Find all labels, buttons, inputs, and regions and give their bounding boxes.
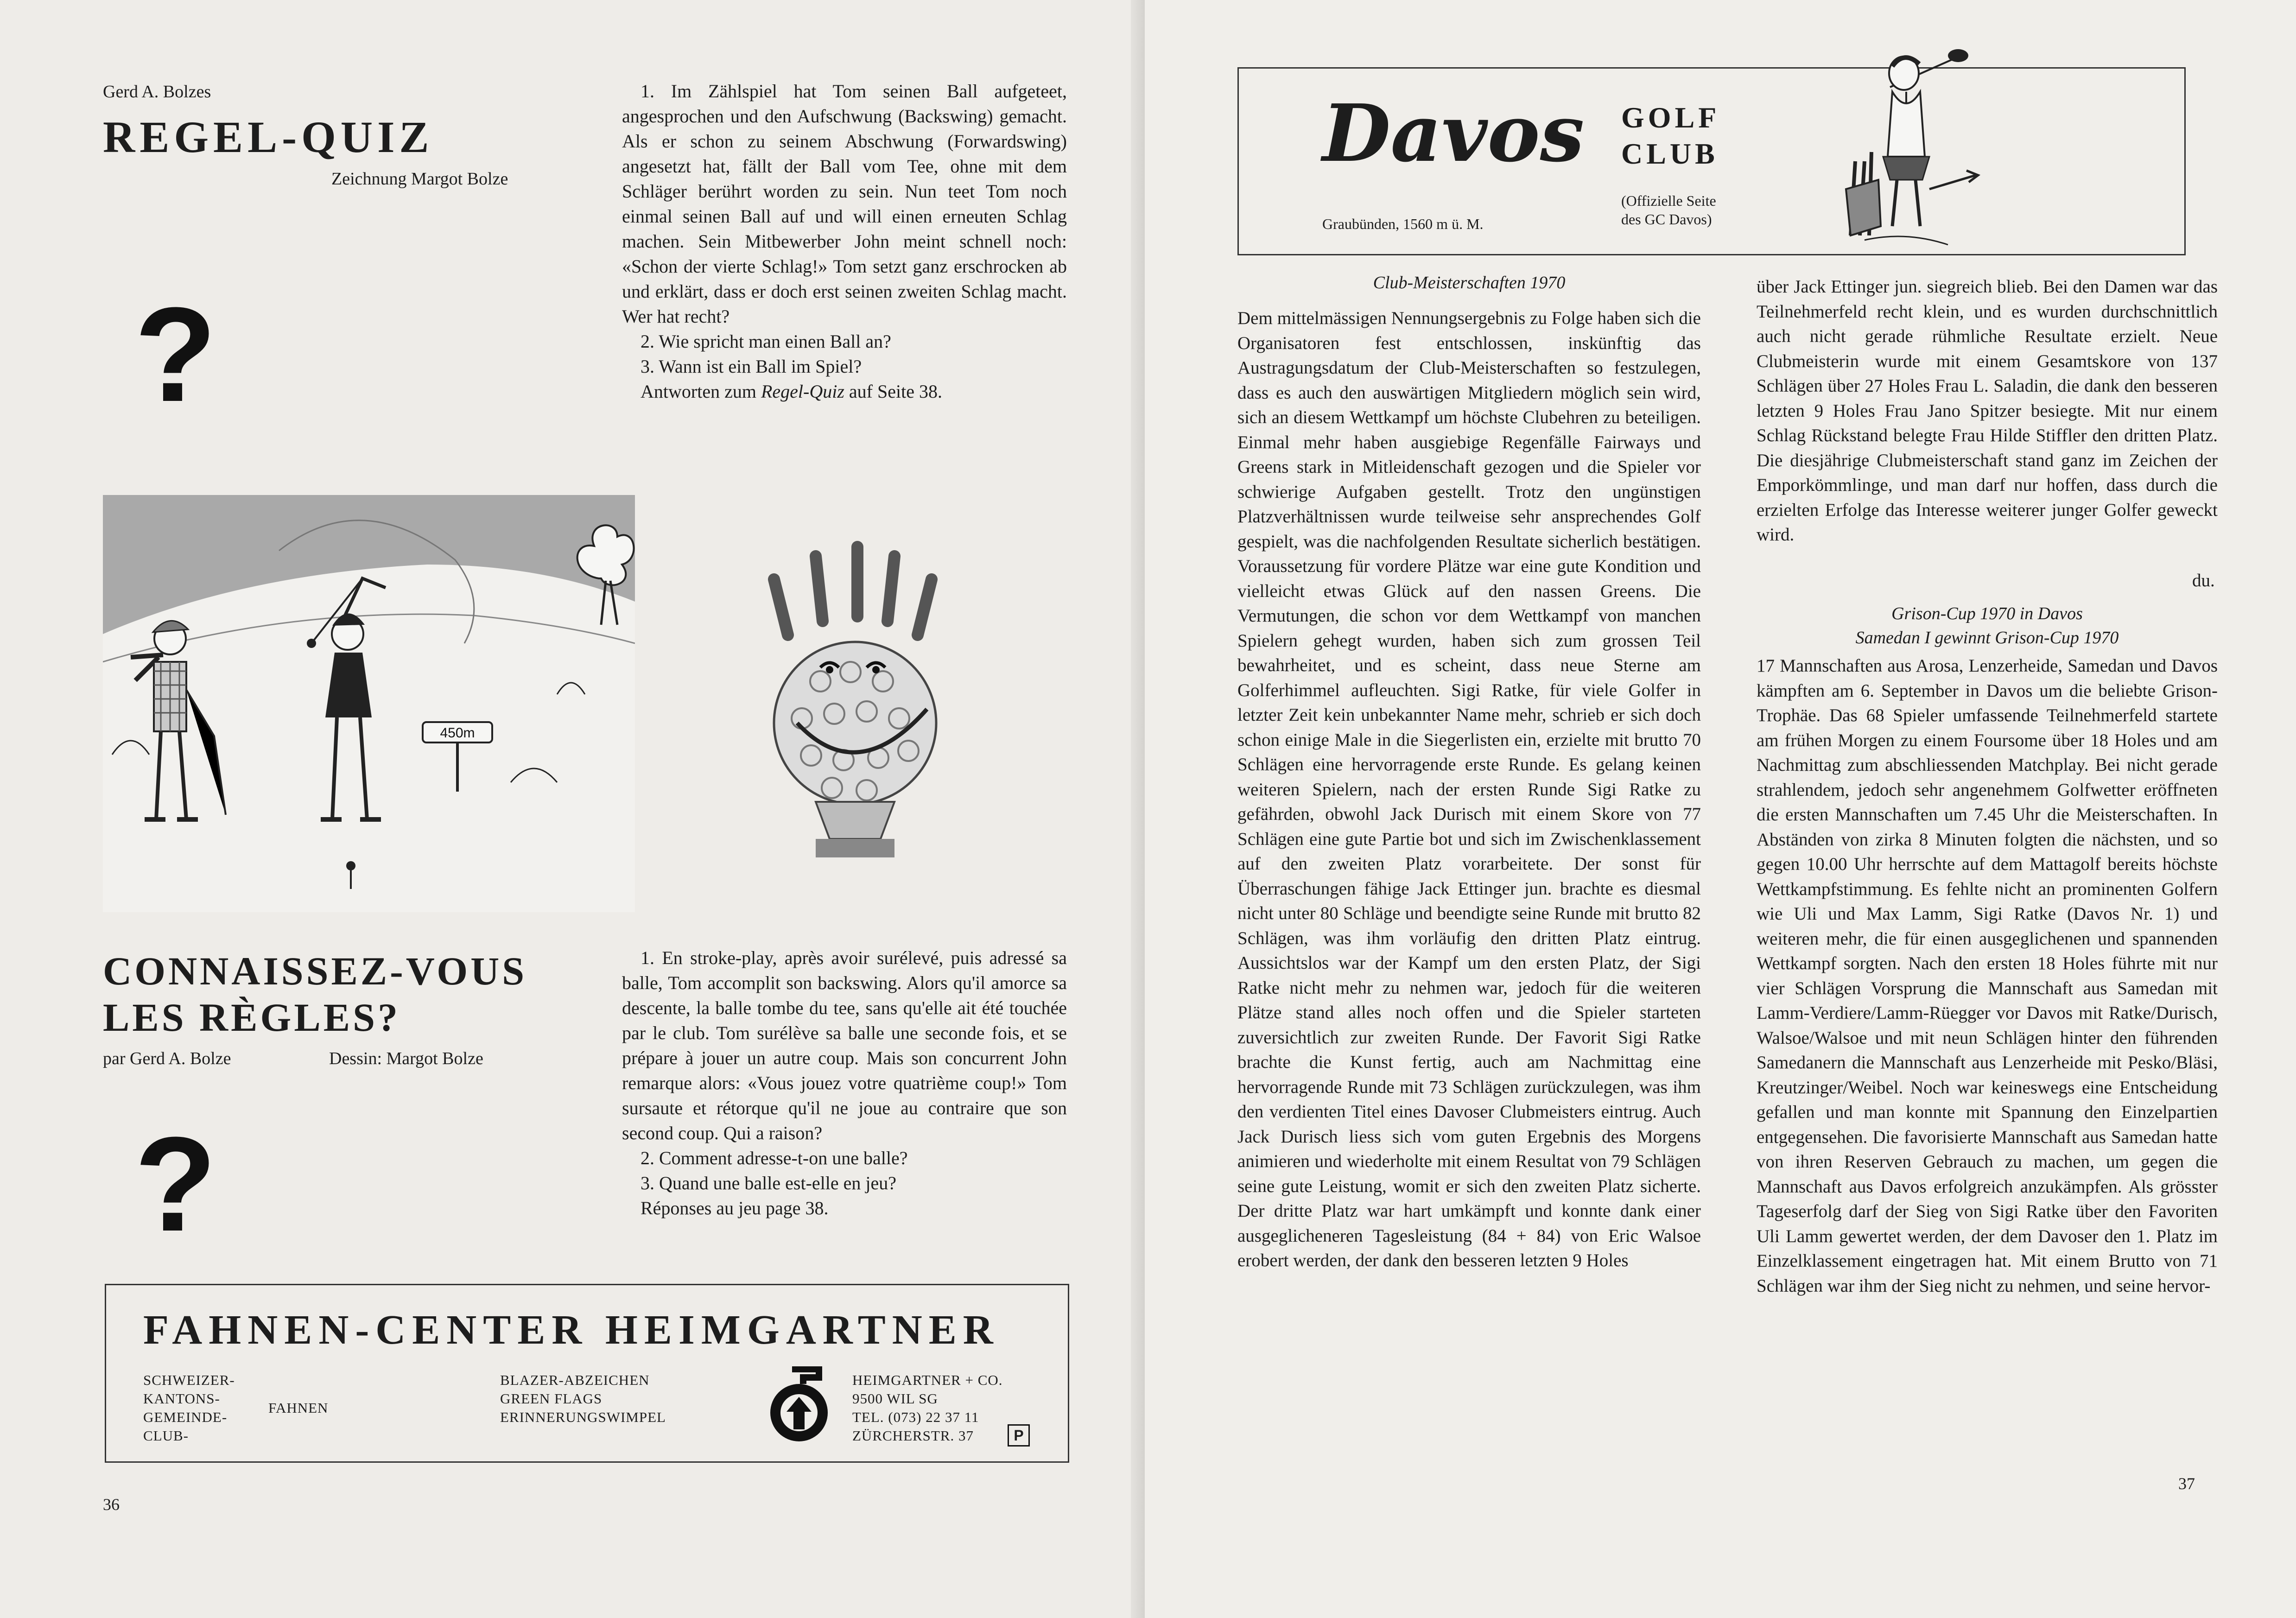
question-mark-icon: ? — [134, 279, 217, 430]
quiz-de-question-3: 3. Wann ist ein Ball im Spiel? — [641, 356, 862, 377]
grison-cup-text: 17 Mannschaften aus Arosa, Lenzerheide, Samedan und Davos kämpften am 6. September in Davos um die beliebte Grison-Trophäe. Das 68 Spieler umfassende Teilnehmerfeld startete am frühen Morgen zu einem Foursome über 18 Holes und am Nachmittag zum abschliessenden Matchplay. Bei nicht gerade strahlendem, jedoch sehr angenehmem Golfwetter eröffneten die ersten Mannschaften um 7.45 Uhr die Meisterschaften. In Abständen von zirka 8 Minuten folgten die nächsten, und so gegen 10.00 Uhr herrschte auf dem Mattagolf bereits höchste Wettkampfstimmung. Es fehlte nicht an prominenten Golfern wie Uli und Max Lamm, Sigi Ratke (Davos Nr. 1) und weiteren mehr, die für einen ausgeglichenen und spannenden Wettkampf sorgten. Nach den ersten 18 Holes führte mit nur vier Schlägen Vorsprung die Mannschaft aus Samedan mit Lamm-Verdiere/Lamm-Rüegger vor Davos mit Ratke/Durisch, Walsoe/Walsoe und mit neun Schlägen hinter den führenden Samedanern die Mannschaft aus Lenzerheide mit Pesko/Bläsi, Kreutzinger/Weibel. Noch war keineswegs eine Entscheidung gefallen und man konnte mit Spannung den Einzelpartien entgegensehen. Die favorisierte Mannschaft aus Samedan hatte von ihren Reserven Gebrauch zu machen, um gegen die Mannschaft aus Davos erfolgreich anzukämpfen. Als grösster Tageserfolg darf der Sieg von Sigi Ratke über den Favoriten Uli Lamm gewertet werden, der dem Davoser den 1. Platz im Einzelklassement eingetragen hat. Mit einem Brutto von 71 Schlägen war ihm der Sieg nicht zu nehmen, und seine hervor- — [1757, 656, 2218, 1296]
author-initials: du. — [2192, 571, 2215, 590]
quiz-fr-question-3: 3. Quand une balle est-elle en jeu? — [641, 1173, 896, 1193]
page-title: REGEL-QUIZ — [103, 112, 434, 162]
right-page — [1145, 0, 2296, 1618]
fr-author: par Gerd A. Bolze — [103, 1049, 231, 1068]
left-page — [0, 0, 1145, 1618]
distance-sign-label: 450m — [440, 725, 475, 741]
parking-icon: P — [1008, 1424, 1030, 1447]
fr-title-line-1: CONNAISSEZ-VOUS — [103, 949, 527, 993]
author-name: Gerd A. Bolzes — [103, 82, 211, 102]
golf-label: GOLF — [1621, 101, 1720, 134]
quiz-fr-text — [622, 945, 1067, 1221]
golf-ball-illustration — [746, 528, 987, 908]
quiz-de-text — [622, 79, 1067, 404]
fr-title-line-2: LES RÈGLES? — [103, 995, 400, 1040]
club-header-box — [1237, 67, 2186, 255]
quiz-fr-question-2: 2. Comment adresse-t-on une balle? — [641, 1148, 908, 1168]
fr-credit: Dessin: Margot Bolze — [329, 1049, 483, 1068]
illustration-credit: Zeichnung Margot Bolze — [331, 169, 508, 189]
ad-col-2: FAHNEN — [268, 1400, 329, 1416]
club-championship-heading: Club-Meisterschaften 1970 — [1373, 273, 1566, 292]
quiz-fr-answers-ref: Réponses au jeu page 38. — [641, 1198, 829, 1218]
grison-cup-heading: Grison-Cup 1970 in Davos Samedan I gewinnt Grison-Cup 1970 — [1855, 604, 2119, 647]
ad-col-4: HEIMGARTNER + CO. 9500 WIL SG TEL. (073) 22 37 11 ZÜRCHERSTR. 37 — [852, 1372, 1003, 1444]
club-championship-text: Dem mittelmässigen Nennungsergebnis zu Folge haben sich die Organisatoren fest entschlossen, inskünftig das Austragungsdatum der Club-Meisterschaften so festzulegen, dass es auch den auswärtigen Mitgliedern möglich sein wird, sich an diesem Wettkampf um höchste Clubehren zu beteiligen. Einmal mehr haben ausgiebige Regenfälle Fairways und Greens stark in Mitleidenschaft gezogen und die Spieler vor schwierige Aufgaben gestellt. Trotz den ungünstigen Platzverhältnissen wurde teilweise sehr ansprechendes Golf gespielt, was die nachfolgenden Resultate sicherlich bestätigen. Voraussetzung für vordere Plätze war eine gute Kondition und vielleicht etwas Glück auf den nassen Greens. Die Vermutungen, die schon vor dem Wettkampf von manchen Spielern gehegt wurden, haben sich zum grossen Teil bewahrheitet, und es scheint, dass neue Sterne am Golferhimmel aufleuchten. Sigi Ratke, für viele Golfer in letzter Zeit kein unbekannter Name mehr, schrieb er sich doch schon einige Male in die Siegerlisten ein, erzielte mit brutto 70 Schlägen eine hervorragende erste Runde. Es gelang keinen weiteren Spielern, nach der ersten Runde Sigi Ratke zu gefährden, obwohl Jack Durisch mit einem Skore von 77 Schlägen eine gute Partie bot und sich im Zwischenklassement auf den zweiten Platz vorarbeitete. Der sonst für Überraschungen fähige Jack Ettinger jun. brachte es diesmal nicht unter 80 Schläge und beendigte seine Runde mit brutto 82 Schlägen, was ihm vorläufig den dritten Platz eintrug. Aussichtslos war der Kampf um den ersten Platz, der Sigi Ratke nicht mehr zu nehmen war, jedoch für die weiteren Plätze stand alles noch offen und die Spieler starteten zuversichtlich zur zweiten Runde. Der Favorit Sigi Ratke brachte die Kunst fertig, auch am Nachmittag eine hervorragende Runde mit 73 Schlägen zurückzulegen, was ihm den verdienten Titel eines Davoser Clubmeisters eintrug. Auch Jack Durisch liess sich vom guten Ergebnis des Morgens animieren und wiederholte mit einem Resultat von 79 Schlägen seine gute Leistung, womit er sich den zweiten Platz sicherte. Der dritte Platz war hart umkämpft und konnte dank einer ausgeglicheneren Tagesleistung (84 + 84) von Eric Walsoe erobert werden, der dank den besseren letzten 9 Holes — [1237, 308, 1701, 1270]
ad-col-3: BLAZER-ABZEICHEN GREEN FLAGS ERINNERUNGSWIMPEL — [500, 1372, 666, 1425]
ad-col-1: SCHWEIZER- KANTONS- GEMEINDE- CLUB- — [143, 1372, 235, 1444]
ad-box — [105, 1284, 1069, 1463]
fr-title — [103, 948, 527, 1041]
official-page-note: (Offizielle Seite des GC Davos) — [1621, 192, 1716, 228]
quiz-de-question-1: 1. Im Zählspiel hat Tom seinen Ball aufgeteet, angesprochen und den Aufschwung (Backswing) gemacht. Als er schon zu seinem Abschwung (Forwardswing) angesetzt hat, fällt der Ball vom Tee, ohne mit dem Schläger berührt worden zu sein. Nun teet Tom noch einmal seinen Ball auf und will einen erneuten Schlag machen. Sein Mitbewerber John meint schnell noch: «Schon der vierte Schlag!» Tom setzt ganz erschrocken ab und erklärt, dass er doch erst seinen zweiten Schlag macht. Wer hat recht? — [622, 81, 1067, 327]
heimgartner-logo-icon — [764, 1366, 834, 1443]
golf-cartoon-illustration — [103, 495, 635, 912]
quiz-de-question-2: 2. Wie spricht man einen Ball an? — [641, 331, 891, 352]
ad-title: FAHNEN-CENTER HEIMGARTNER — [143, 1307, 1000, 1353]
page-number-left: 36 — [103, 1495, 120, 1514]
question-mark-icon-2: ? — [134, 1109, 217, 1259]
location-text: Graubünden, 1560 m ü. M. — [1322, 216, 1484, 232]
quiz-de-answers-ref: Antworten zum Regel-Quiz auf Seite 38. — [641, 381, 942, 402]
club-championship-text-continued: über Jack Ettinger jun. siegreich blieb. Bei den Damen war das Teilnehmerfeld recht klein, und es wurden durchschnittlich auch nicht gerade rühmliche Resultate erzielt. Neue Clubmeisterin wurde mit einem Gesamtskore von 137 Schlägen über 27 Holes Frau L. Saladin, die dank den besseren letzten 9 Holes Frau Jano Spitzer besiegte. Mit nur einem Schlag Rückstand belegte Frau Hilde Stiffler den dritten Platz. Die diesjährige Clubmeisterschaft stand ganz im Zeichen der Emporkömmlinge, und man darf nur hoffen, dass durch die erzielten Erfolge das Interesse weiterer junger Golfer geweckt wird. — [1757, 277, 2218, 545]
quiz-fr-question-1: 1. En stroke-play, après avoir surélevé, puis adressé sa balle, Tom accomplit son backswing. Alors qu'il amorce sa descente, la balle tombe du tee, sans qu'elle ait été touchée par le club. Tom surélève sa balle une seconde fois, et se prépare à jouer un autre coup. Mais son concurrent John remarque alors: «Vous jouez votre quatrième coup!» Tom sursaute et rétorque qu'il ne joue au contraire que son second coup. Qui a raison? — [622, 947, 1067, 1143]
club-label: CLUB — [1621, 137, 1719, 170]
golfer-cartoon-illustration — [1837, 41, 1985, 254]
davos-script-logo: Davos — [1322, 87, 1585, 180]
page-number-right: 37 — [2178, 1474, 2195, 1493]
